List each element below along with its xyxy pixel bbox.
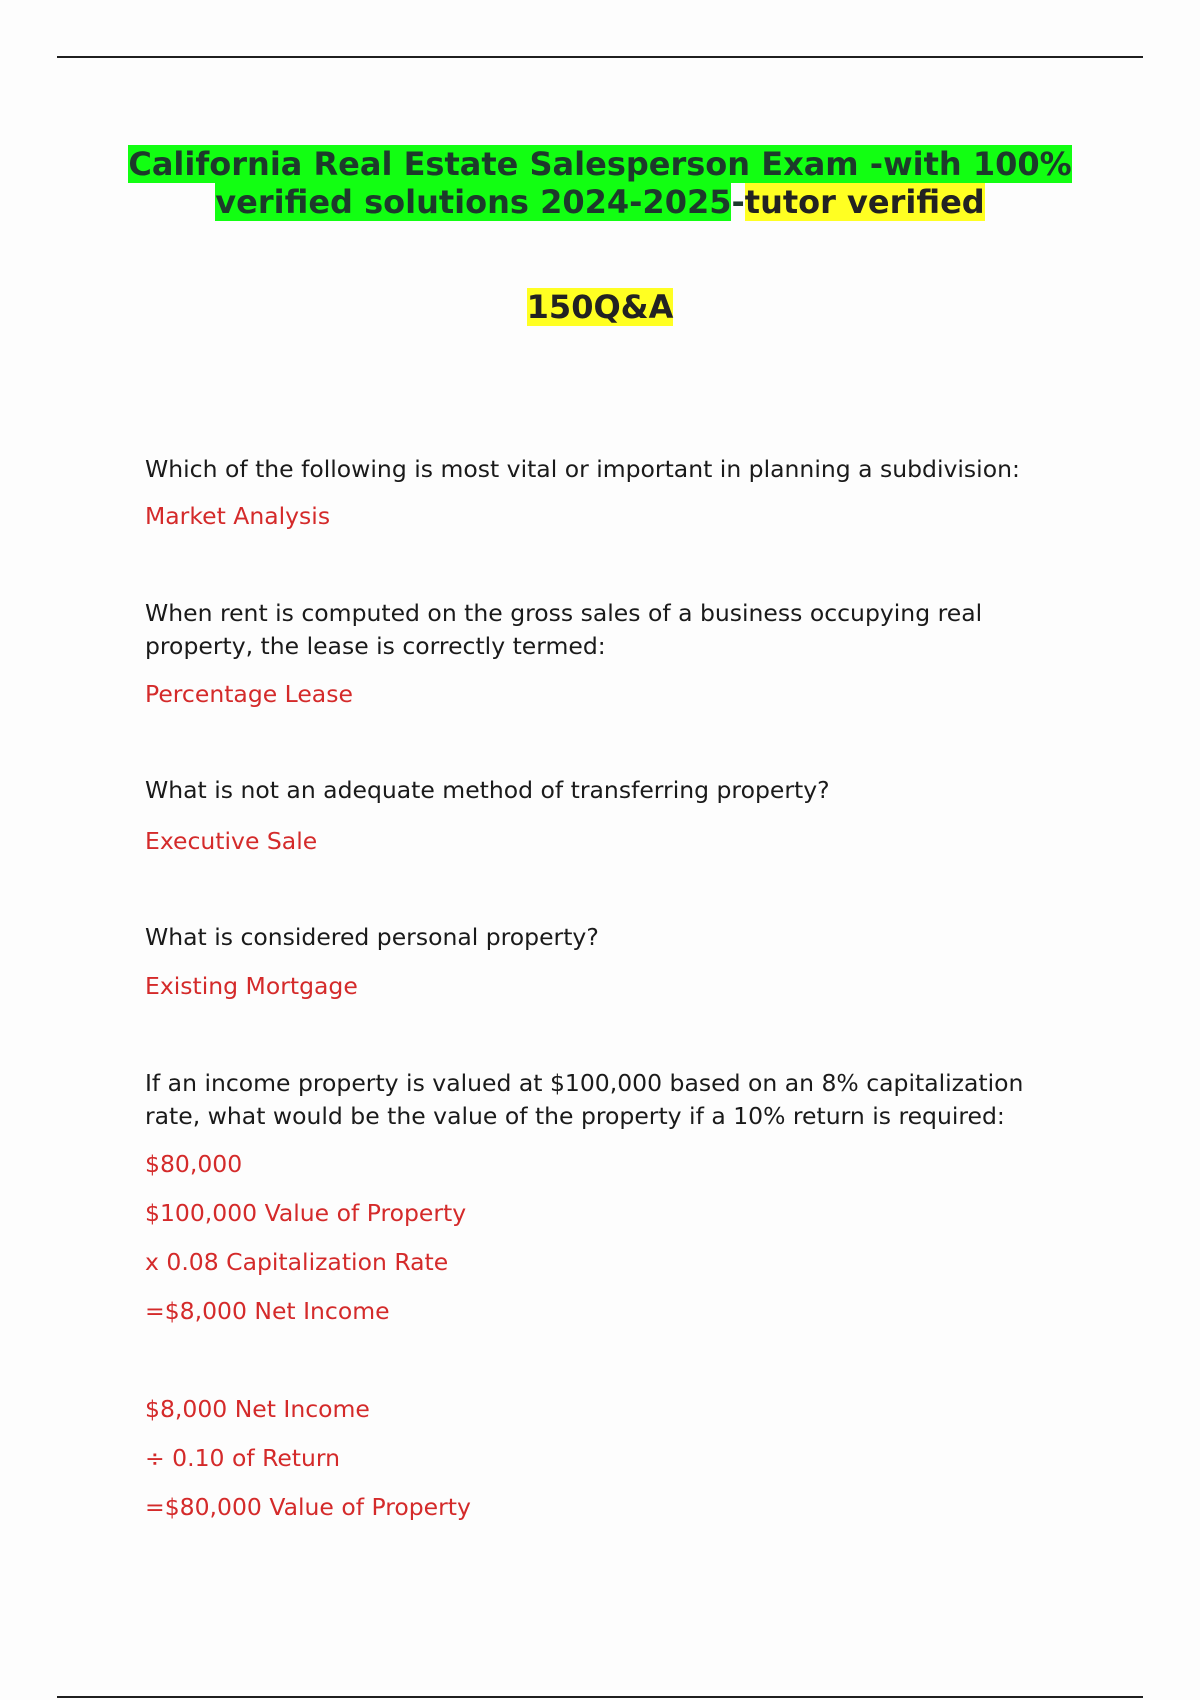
answer-5-line-3: x 0.08 Capitalization Rate xyxy=(145,1248,449,1276)
document-title xyxy=(100,145,1100,221)
question-1: Which of the following is most vital or important in planning a subdivision: xyxy=(145,455,1020,483)
title-dash: - xyxy=(731,183,745,221)
answer-4: Existing Mortgage xyxy=(145,972,358,1000)
bottom-rule xyxy=(57,1696,1143,1698)
answer-2: Percentage Lease xyxy=(145,680,353,708)
answer-1: Market Analysis xyxy=(145,502,331,530)
top-rule xyxy=(57,56,1143,58)
answer-3: Executive Sale xyxy=(145,827,318,855)
answer-5-line-1: $80,000 xyxy=(145,1150,243,1178)
question-4: What is considered personal property? xyxy=(145,923,599,951)
answer-5-line-2: $100,000 Value of Property xyxy=(145,1199,467,1227)
question-3: What is not an adequate method of transferring property? xyxy=(145,776,830,804)
title-green-highlight: California Real Estate Salesperson Exam -with 100% verified solutions 2024-2025 xyxy=(128,145,1072,221)
document-subtitle xyxy=(100,288,1100,326)
question-2: When rent is computed on the gross sales of a business occupying real property, the lease is correctly termed: xyxy=(145,599,983,660)
answer-5-line-5: $8,000 Net Income xyxy=(145,1395,370,1423)
answer-5-line-6: ÷ 0.10 of Return xyxy=(145,1444,341,1472)
title-yellow-highlight: tutor verified xyxy=(744,183,985,221)
question-5: If an income property is valued at $100,000 based on an 8% capitalization rate, what would be the value of the property if a 10% return is required: xyxy=(145,1069,1024,1130)
subtitle-highlight: 150Q&A xyxy=(526,288,674,326)
answer-5-line-7: =$80,000 Value of Property xyxy=(145,1493,471,1521)
answer-5-line-4: =$8,000 Net Income xyxy=(145,1297,390,1325)
